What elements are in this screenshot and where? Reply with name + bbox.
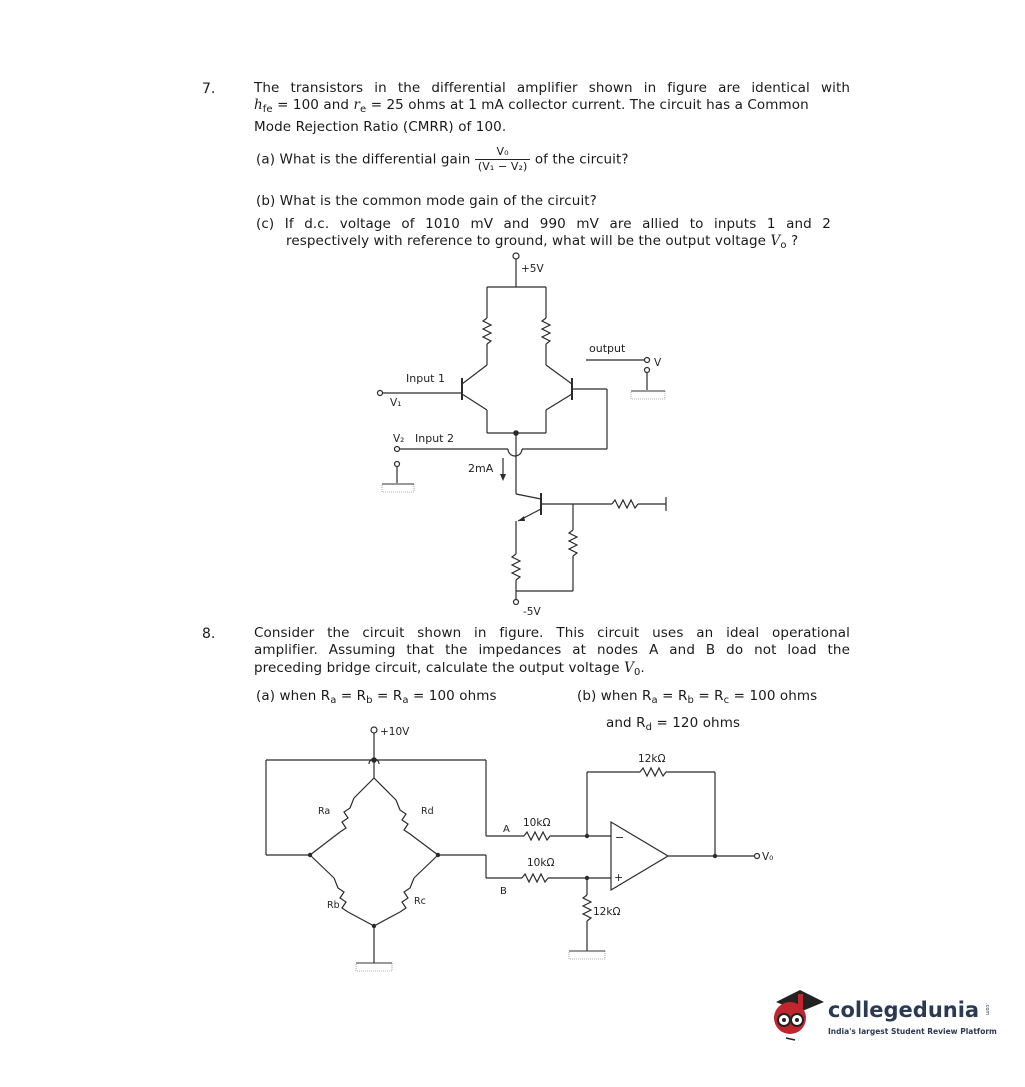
q7-part-c-line1: (c) If d.c. voltage of 1010 mV and 990 mV are allied to inputs 1 and 2: [256, 216, 831, 232]
q7-part-c-line2: respectively with reference to ground, what will be the output voltage $V_o$ ?: [286, 233, 799, 251]
r-top-label: 10kΩ: [523, 817, 551, 829]
supply-label: +10V: [380, 726, 410, 738]
input1-label: Input 1: [406, 372, 445, 385]
output-label: output: [589, 342, 626, 355]
vout-label: V₀: [762, 851, 774, 863]
logo-tagline: India's largest Student Review Platform: [828, 1027, 997, 1036]
logo-wordmark: collegedunia: [828, 998, 980, 1022]
op-amp-minus: −: [615, 831, 625, 844]
gain-fraction: $\frac{\text{V₀}}{\text{(V₁ − V₂)}}$: [475, 145, 531, 174]
resistor-10k-a: [524, 832, 550, 840]
r-bottom-label: 10kΩ: [527, 857, 555, 869]
q8-part-a: (a) when $R_a = R_b = R_a = 100$ ohms: [256, 688, 497, 706]
ground-symbol-4: [569, 951, 605, 959]
vplus-label: +5V: [521, 263, 544, 275]
input2-label: Input 2: [415, 432, 454, 445]
rb-label: Rb: [327, 900, 340, 911]
q8-line-2: amplifier. Assuming that the impedances at nodes A and B do not load the: [254, 642, 850, 658]
node-b-label: B: [500, 886, 507, 897]
v2-label: V₂: [393, 433, 405, 445]
q7-part-b: (b) What is the common mode gain of the circuit?: [256, 193, 597, 209]
vminus-label: -5V: [523, 606, 541, 618]
resistor-feedback: [640, 768, 666, 776]
r-ground-label: 12kΩ: [593, 906, 621, 918]
q7-line-3: Mode Rejection Ratio (CMRR) of 100.: [254, 119, 507, 135]
node-a-label: A: [503, 824, 510, 835]
question-7-number: 7.: [202, 81, 216, 97]
r-feedback-label: 12kΩ: [638, 753, 666, 765]
ra-label: Ra: [318, 806, 331, 817]
logo-com: .com: [984, 1003, 990, 1016]
resistor-ra: [340, 798, 354, 832]
q7-line-1: The transistors in the differential amplifier shown in figure are identical with: [254, 80, 850, 96]
resistor-ground-12k: [583, 895, 591, 921]
op-amp-plus: +: [614, 871, 624, 884]
q7-part-a: (a) What is the differential gain $\frac{\text{V₀}}{\text{(V₁ − V₂)}}$ of the circuit?: [256, 145, 629, 173]
resistor-rc: [400, 878, 414, 912]
q7-line-2: $h_{fe} = 100$ and $r_e = 25$ ohms at 1 mA collector current. The circuit has a Common: [254, 97, 809, 115]
ground-symbol-3: [356, 963, 392, 971]
resistor-10k-b: [522, 874, 548, 882]
resistor-rd: [396, 800, 410, 834]
q8-line-1: Consider the circuit shown in figure. This circuit uses an ideal operational: [254, 625, 850, 641]
current-label: 2mA: [468, 462, 494, 475]
v1-label: V₁: [390, 397, 402, 409]
v-output-label: V: [654, 357, 662, 369]
q8-part-b: (b) when $R_a = R_b = R_c = 100$ ohms: [577, 688, 818, 706]
q8-line-3: preceding bridge circuit, calculate the output voltage $V_0$.: [254, 660, 645, 678]
mascot-icon: [766, 980, 828, 1050]
q8-part-b-line2: and $R_d = 120$ ohms: [606, 715, 741, 733]
rc-label: Rc: [414, 896, 426, 907]
rd-label: Rd: [421, 806, 434, 817]
collegedunia-logo: [766, 980, 996, 1055]
question-8-number: 8.: [202, 626, 216, 642]
